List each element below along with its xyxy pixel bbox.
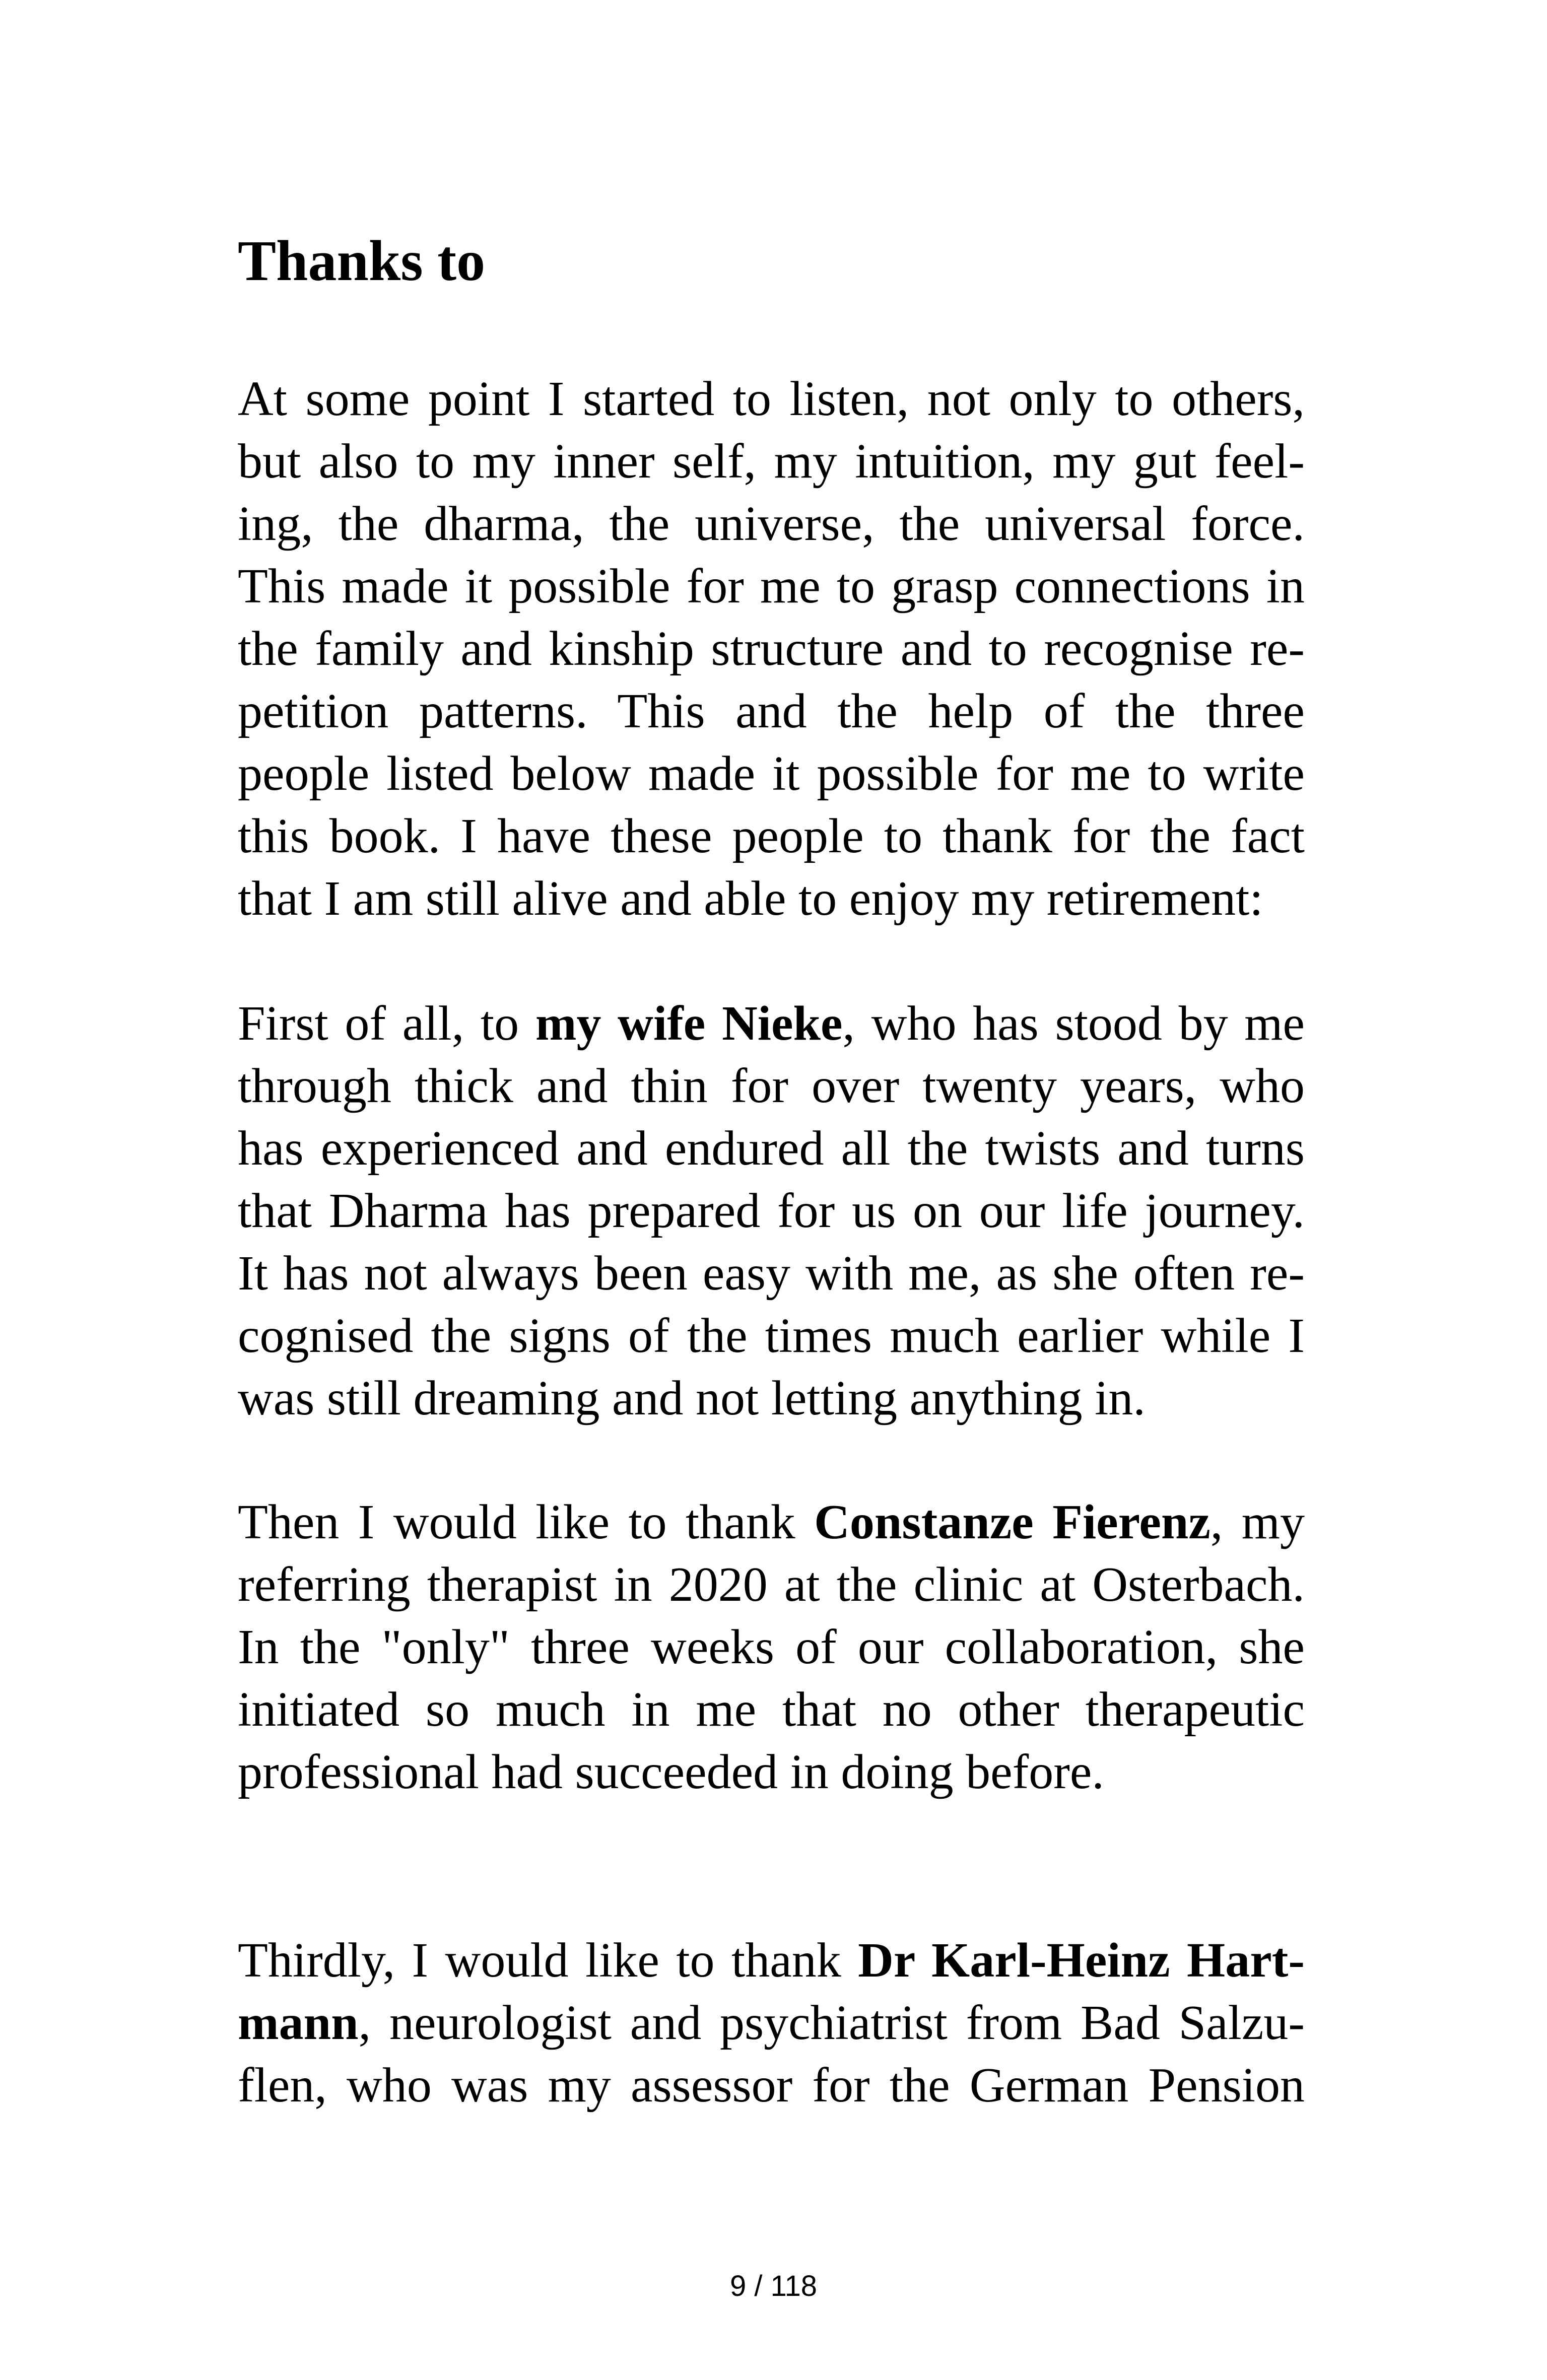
page-number: 9 / 118	[729, 2270, 818, 2302]
text-line: that I am still alive and able to enjoy my retirement:	[238, 871, 1263, 926]
text-line	[238, 1992, 1305, 2054]
text-line: through thick and thin for over twenty years, who	[238, 1059, 1305, 1113]
paragraph-wife	[238, 992, 1305, 1430]
text-line: the family and kinship structure and to recognise re-	[238, 622, 1305, 676]
text-line: was still dreaming and not letting anything in.	[238, 1371, 1146, 1425]
text-run: Thirdly, I would like to thank	[238, 1933, 858, 1988]
text-line: cognised the signs of the times much earlier while I	[238, 1309, 1305, 1363]
text-line: that Dharma has prepared for us on our life journey.	[238, 1184, 1305, 1238]
text-line: ing, the dharma, the universe, the universal force.	[238, 497, 1305, 551]
text-line: This made it possible for me to grasp connections in	[238, 559, 1305, 614]
person-name-bold: Dr Karl-Heinz Hart-	[858, 1933, 1305, 1988]
text-line: In the "only" three weeks of our collaboration, she	[238, 1620, 1305, 1674]
text-line: this book. I have these people to thank for the fact	[238, 809, 1305, 863]
text-line: people listed below made it possible for me to write	[238, 746, 1305, 801]
text-line	[238, 1929, 1305, 1992]
page-heading: Thanks to	[238, 229, 486, 293]
text-line: has experienced and endured all the twists and turns	[238, 1121, 1305, 1176]
paragraph-intro	[238, 368, 1305, 930]
text-run: First of all, to	[238, 996, 535, 1051]
text-line: professional had succeeded in doing before.	[238, 1745, 1104, 1799]
text-run: , who has stood by me	[842, 996, 1305, 1051]
person-name-bold: my wife Nieke	[535, 996, 843, 1051]
text-run: Then I would like to thank	[238, 1495, 815, 1549]
text-line: initiated so much in me that no other therapeutic	[238, 1682, 1305, 1737]
text-line: flen, who was my assessor for the German Pension	[238, 2058, 1305, 2113]
person-name-bold: mann	[238, 1996, 359, 2050]
text-run: , neurologist and psychiatrist from Bad Salzu-	[358, 1996, 1305, 2050]
text-line	[238, 992, 1305, 1055]
paragraph-therapist	[238, 1491, 1305, 1803]
person-name-bold: Constanze Fierenz	[814, 1495, 1210, 1549]
paragraph-assessor	[238, 1929, 1305, 2117]
text-line: petition patterns. This and the help of the three	[238, 684, 1305, 738]
text-line: It has not always been easy with me, as she often re-	[238, 1246, 1305, 1301]
text-run: , my	[1210, 1495, 1305, 1549]
text-line: At some point I started to listen, not only to others,	[238, 372, 1305, 426]
text-line: referring therapist in 2020 at the clinic at Osterbach.	[238, 1557, 1305, 1612]
text-line: but also to my inner self, my intuition, my gut feel-	[238, 434, 1305, 489]
text-line	[238, 1491, 1305, 1553]
